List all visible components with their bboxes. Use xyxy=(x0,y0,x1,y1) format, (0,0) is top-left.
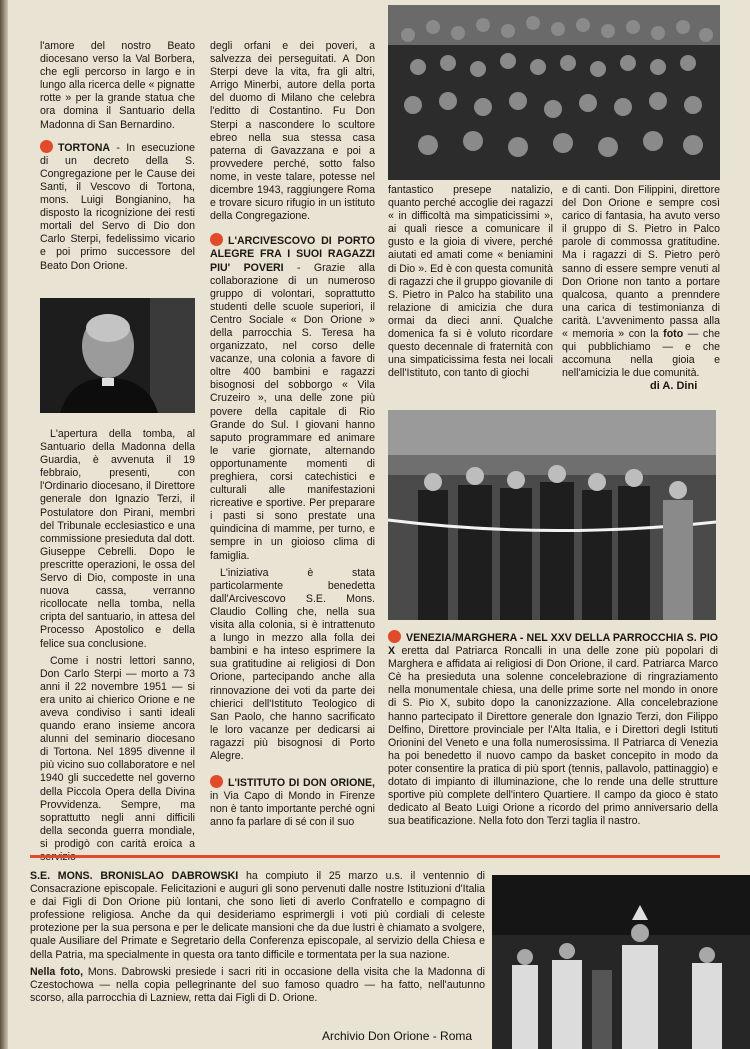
caption-heading: Nella foto, xyxy=(30,965,84,978)
venezia-paragraph xyxy=(388,630,718,828)
col1-intro: l'amore del nostro Beato diocesano verso la Val Borbera, che egli percorso in largo e in lungo alla ricerca delle « pignatte rotte » per la grande statua che ora domina il Santuario della Madonna di San Bernardino. xyxy=(40,40,195,131)
column-4 xyxy=(562,184,720,384)
porto-alegre-heading: L'ARCIVESCOVO DI PORTO ALEGRE FRA I SUOI RAGAZZI PIU' POVERI xyxy=(210,235,375,274)
dabrowski-heading: S.E. MONS. BRONISLAO DABROWSKI xyxy=(30,870,239,882)
column-1 xyxy=(40,40,195,300)
venezia-article xyxy=(388,630,718,845)
tortona-heading: TORTONA xyxy=(58,141,110,154)
col2-p3: L'iniziativa è stata particolarmente benedetta dall'Arcivescovo S.E. Mons. Claudio Colling che, nella sua visita alla colonia, si è intrattenuto a lungo in mezzo alla folla dei bambini e ha inteso esprimere la sua gratitudine ai religiosi di Don Orione, partecipando anche alla rinnovazione dei voti da parte dei chierici dell'Istituto Teologico di San Paolo, che hanno sacrificato le loro vacanze per dedicarsi ai ragazzi più bisognosi di Porto Alegre. xyxy=(210,566,375,762)
tortona-text: - In esecuzione di un decreto della S. Congregazione per le Cause dei Santi, il Vescovo di Tortona, mons. Luigi Bongianino, ha disposto la ricognizione dei resti mortali del Servo di Dio don Carlo Sterpi, fedelissimo vicario e poi primo successore del Beato Don Orione. xyxy=(40,141,195,272)
dabrowski-paragraph xyxy=(30,870,485,962)
col1-p2: L'apertura della tomba, al Santuario della Madonna della Guardia, è avvenuta il 19 febbraio, presenti, con l'Ordinario diocesano, il Direttore generale don Ignazio Terzi, il Postulatore don Pirani, membri del Tribunale ecclesiastico e una commissione presieduta dal dott. Giuseppe Cebrelli. Dopo le prescritte operazioni, le ossa del Servo di Dio, composte in una nuova cassa, verranno ricollocate nella tomba, nella cripta del santuario, in attesa del Processo Apostolico e della felice sua conclusione. xyxy=(40,428,195,650)
caption-text: Mons. Dabrowski presiede i sacri riti in occasione della visita che la Madonna di Czestochowa — nella copia pellegrinante del suo famoso quadro — ha fatto, nell'autunno scorso, alla parrocchia di Lazniew, retta dai Figli di D. Orione. xyxy=(30,965,485,1004)
firenze-article xyxy=(210,775,375,829)
ribbon-photo-image xyxy=(388,410,716,620)
porto-alegre-text: - Grazie alla collaborazione di un numeroso gruppo di volontari, soprattutto studenti delle scuole superiori, il Centro Sociale « Don Orione » della parrocchia S. Teresa ha organizzato, nel corso delle vacanze, una colonia a favore di oltre 400 bambini e ragazzi bisognosi del sobborgo « Vila Cruzeiro », una delle zone più povere della capitale di Rio Grande do Sul. I giovani hanno saputo programmare ed animare le varie giornate, alternando opportunamente momenti di preghiera, corsi catechistici e culturali alle manifestazioni ricreative e sportive. Per preparare i pasti si sono prestate una quindicina di mamme, per turno, e sempre in un gioioso clima di famiglia. xyxy=(210,261,375,562)
firenze-heading: L'ISTITUTO DI DON ORIONE, xyxy=(228,777,375,790)
red-bullet-icon xyxy=(210,233,223,246)
venezia-text: eretta dal Patriarca Roncalli in una delle zone più popolari di Marghera e affidata ai religiosi di Don Orione, il card. Patriarca Marco Cè ha presieduta una solenne concelebrazione di ringraziamento nella monumentale chiesa, una delle prime sorte nel mondo in onore di S. Pio X, subito dopo la canonizzazione. Alla concelebrazione hanno partecipato il Direttore generale don Ignazio Terzi, don Filippo Delfino, Direttore provinciale per l'Alta Italia, e i Direttori degli Istituti Orionini del Veneto e una folla numerosissima. Il Patriarca di Venezia ha poi benedetto il nuovo campo da basket concepito in modo da poter consentire la pratica di più sport (tennis, pallavolo, pattinaggio) e dotato di impianto di illuminazione, che lo rende una delle strutture sportive più complete dell'intero Quartiere. Il campo da gioco è stato dedicato al Beato Luigi Orione a ricordo del primo anniversario della sua beatificazione. Nella foto don Terzi taglia il nastro. xyxy=(388,645,718,828)
procession-photo-image xyxy=(492,875,750,1049)
firenze-text: in Via Capo di Mondo in Firenze non è tanto importante perché ogni anno fa parlare di sé con il suo xyxy=(210,790,375,829)
foto-word: foto xyxy=(663,328,684,341)
red-bullet-icon xyxy=(388,630,401,643)
red-bullet-icon xyxy=(40,140,53,153)
porto-alegre-article xyxy=(210,233,375,562)
photo-ribbon-cutting xyxy=(388,410,716,620)
col3-p1: fantastico presepe natalizio, quanto perché accoglie dei ragazzi « in difficoltà ma simpaticissimi », ai quali riesce a comunicare il gusto e la gioia di vivere, perché aiutati ed amati come « beniamini di Dio ». Ed è con questa comunità di ragazzi che il gruppo giovanile di S. Pietro in Palco ha stabilito una relazione di amicizia che dura ormai da dieci anni. Qualche domenica fa si è voluto ricordare questo decennale di fraternità con una simpaticissima festa nei locali dell'Istituto, con tanto di giochi xyxy=(388,184,553,380)
archive-watermark: Archivio Don Orione - Roma xyxy=(318,1029,476,1043)
col4-text-end: — che qui pubblichiamo — e che accomuna nella gioia e nell'amicizia le due comunità. xyxy=(562,328,720,380)
group-photo-image xyxy=(388,5,720,180)
portrait-image xyxy=(40,298,195,413)
column-3 xyxy=(388,184,553,394)
col2-p1: degli orfani e dei poveri, a salvezza dei perseguitati. A Don Sterpi deve la vita, fra gli altri, Arrigo Minerbi, autore della porta del duomo di Milano che celebra l'editto di Costantino. Fu Don Sterpi a nascondere lo scultore ebreo nella sua stessa casa paterna di Gavazzana e poi a provvedere perché, sotto falso nome, in veste talare, potesse nel dicembre 1943, raggiungere Roma e trovare sicuro rifugio in un istituto della Congregazione. xyxy=(210,40,375,223)
dabrowski-article xyxy=(30,870,485,1020)
page-binding-edge xyxy=(0,0,8,1049)
dabrowski-caption xyxy=(30,966,485,1005)
venezia-heading: VENEZIA/MARGHERA - NEL XXV DELLA PARROCCHIA S. PIO X xyxy=(388,632,718,658)
col4-text: e di canti. Don Filippini, direttore del Don Orione e sempre così carico di fantasia, ha avuto verso il gruppo di S. Pietro in Palco parole di commossa gratitudine. Ma i ragazzi di S. Pietro però sanno di essere sempre venuti al Don Orione non tanto a portare qualcosa, quanto a prenndere una carica di testimonianza di carità. L'avvenimento passa alla « memoria » con la xyxy=(562,184,720,341)
photo-youth-group xyxy=(388,5,720,180)
tortona-article xyxy=(40,140,195,273)
author-signature: di A. Dini xyxy=(650,380,698,392)
red-bullet-icon xyxy=(210,775,223,788)
col1-p3: Come i nostri lettori sanno, Don Carlo Sterpi — morto a 73 anni il 22 novembre 1951 — si era unito ai chierico Orione e ne aveva condiviso i santi ideali quando erano insieme ancora alunni del seminario diocesano di Tortona. Nel 1895 divenne il più vicino suo collaboratore e nel 1940 gli succedette nel governo della Piccola Opera della Divina Provvidenza. Sempre, ma soprattutto negli anni difficili della seconda guerra mondiale, si prodigò con carità eroica a xyxy=(40,654,195,850)
dabrowski-text: ha compiuto il 25 marzo u.s. il ventennio di Consacrazione episcopale. Felicitazioni e auguri gli sono pervenuti dalle nostre Istituzioni d'Italia e dai Figli di Don Orione più lontani, che sono lieti di averlo Confratello e compagno di professione religiosa. Anche da qui desideriamo esprimergli i voti più cordiali di celeste protezione per la sua persona e per le delicate mansioni che da due lustri è chiamato a svolgere, quale Ausiliare del Primate e Segretario della Conferenza episcopale, al servizio della Chiesa e della Patria, ma specialmente in questa ora tanto difficile e tormentata per la sua nazione. xyxy=(30,870,485,961)
column-1-continued xyxy=(40,428,195,850)
photo-don-sterpi xyxy=(40,298,195,413)
photo-procession xyxy=(492,875,750,1049)
section-divider xyxy=(30,855,720,858)
column-2 xyxy=(210,40,375,840)
col4-p1 xyxy=(562,184,720,380)
